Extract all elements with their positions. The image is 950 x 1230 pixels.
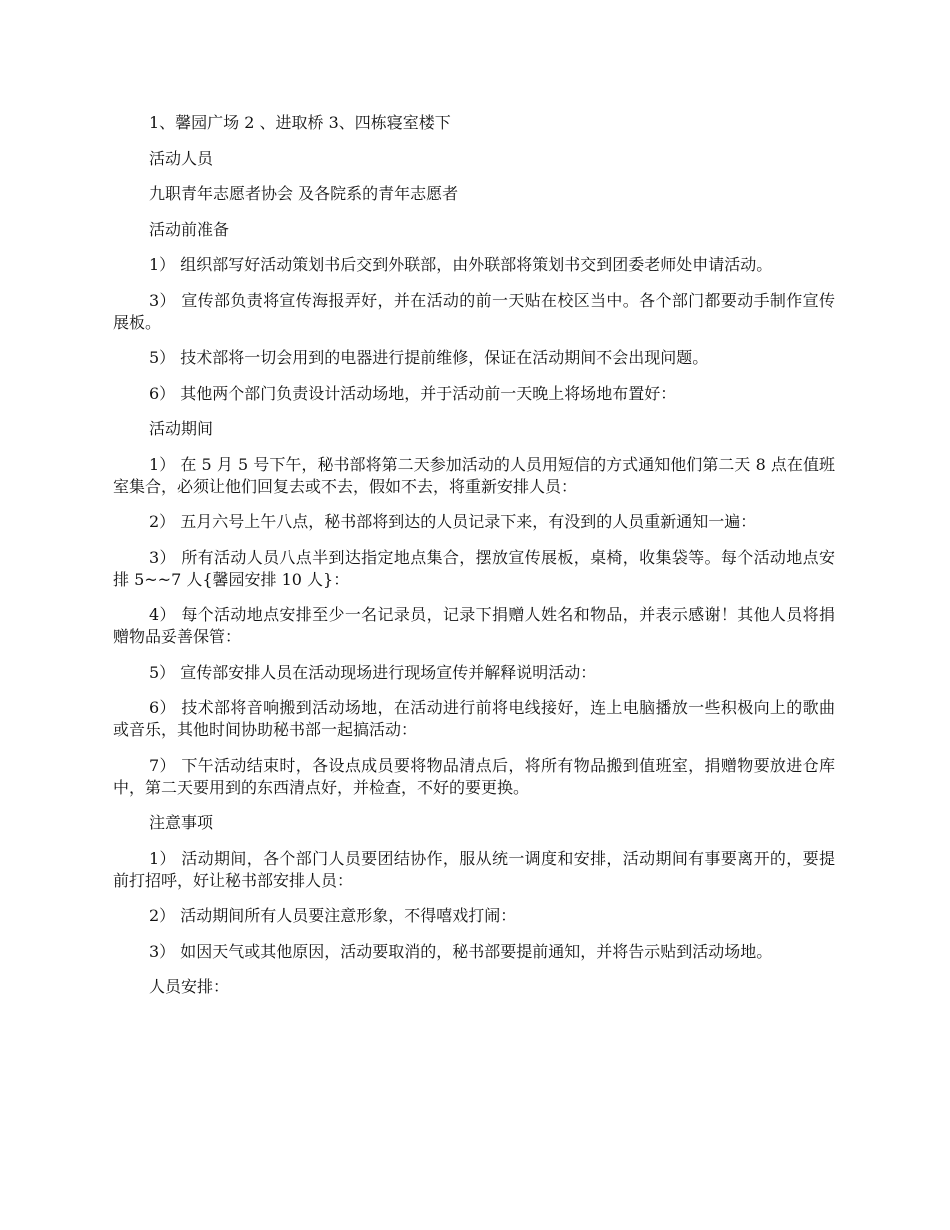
preparation-item: 6） 其他两个部门负责设计活动场地，并于活动前一天晚上将场地布置好： [149,383,677,403]
section-heading-during-event: 活动期间 [149,419,214,438]
section-heading-notes: 注意事项 [149,813,214,832]
section-heading-participants: 活动人员 [149,148,214,168]
notes-item: 1） 活动期间，各个部门人员要团结协作，服从统一调度和安排，活动期间有事要离开的，要提前打招呼，好让秘书部安排人员： [113,848,835,890]
during-event-item: 7） 下午活动结束时，各设点成员要将物品清点后，将所有物品搬到值班室，捐赠物要放进仓库中，第二天要用到的东西清点好，并检查，不好的要更换。 [113,755,835,797]
preparation-item: 3） 宣传部负责将宣传海报弄好，并在活动的前一天贴在校区当中。各个部门都要动手制作宣传展板。 [113,290,835,332]
notes-item: 3） 如因天气或其他原因，活动要取消的，秘书部要提前通知，并将告示贴到活动场地。 [149,941,773,961]
section-heading-preparation: 活动前准备 [149,219,230,239]
during-event-item: 4） 每个活动地点安排至少一名记录员，记录下捐赠人姓名和物品，并表示感谢！其他人员将捐赠物品妥善保管： [113,605,835,646]
during-event-item: 6） 技术部将音响搬到活动场地，在活动进行前将电线接好，连上电脑播放一些积极向上的歌曲或音乐，其他时间协助秘书部一起搞活动： [113,698,835,739]
preparation-item: 5） 技术部将一切会用到的电器进行提前维修，保证在活动期间不会出现问题。 [149,348,709,367]
during-event-item: 3） 所有活动人员八点半到达指定地点集合，摆放宣传展板，桌椅，收集袋等。每个活动地点安排 5~~7 人{馨园安排 10 人}： [113,547,835,589]
section-heading-staffing: 人员安排： [149,977,230,996]
during-event-item: 2） 五月六号上午八点，秘书部将到达的人员记录下来，有没到的人员重新通知一遍： [149,512,757,531]
venue-list-line: 1、馨园广场 2 、进取桥 3、四栋寝室楼下 [149,113,451,132]
during-event-item: 1） 在 5 月 5 号下午，秘书部将第二天参加活动的人员用短信的方式通知他们第二天 8 点在值班室集合，必须让他们回复去或不去，假如不去，将重新安排人员： [113,454,835,496]
document-body [113,112,835,1012]
during-event-item: 5） 宣传部安排人员在活动现场进行现场宣传并解释说明活动： [149,662,597,682]
preparation-item: 1） 组织部写好活动策划书后交到外联部，由外联部将策划书交到团委老师处申请活动。 [149,255,773,274]
notes-item: 2） 活动期间所有人员要注意形象，不得嘻戏打闹： [149,906,517,925]
participants-line: 九职青年志愿者协会 及各院系的青年志愿者 [149,184,459,203]
